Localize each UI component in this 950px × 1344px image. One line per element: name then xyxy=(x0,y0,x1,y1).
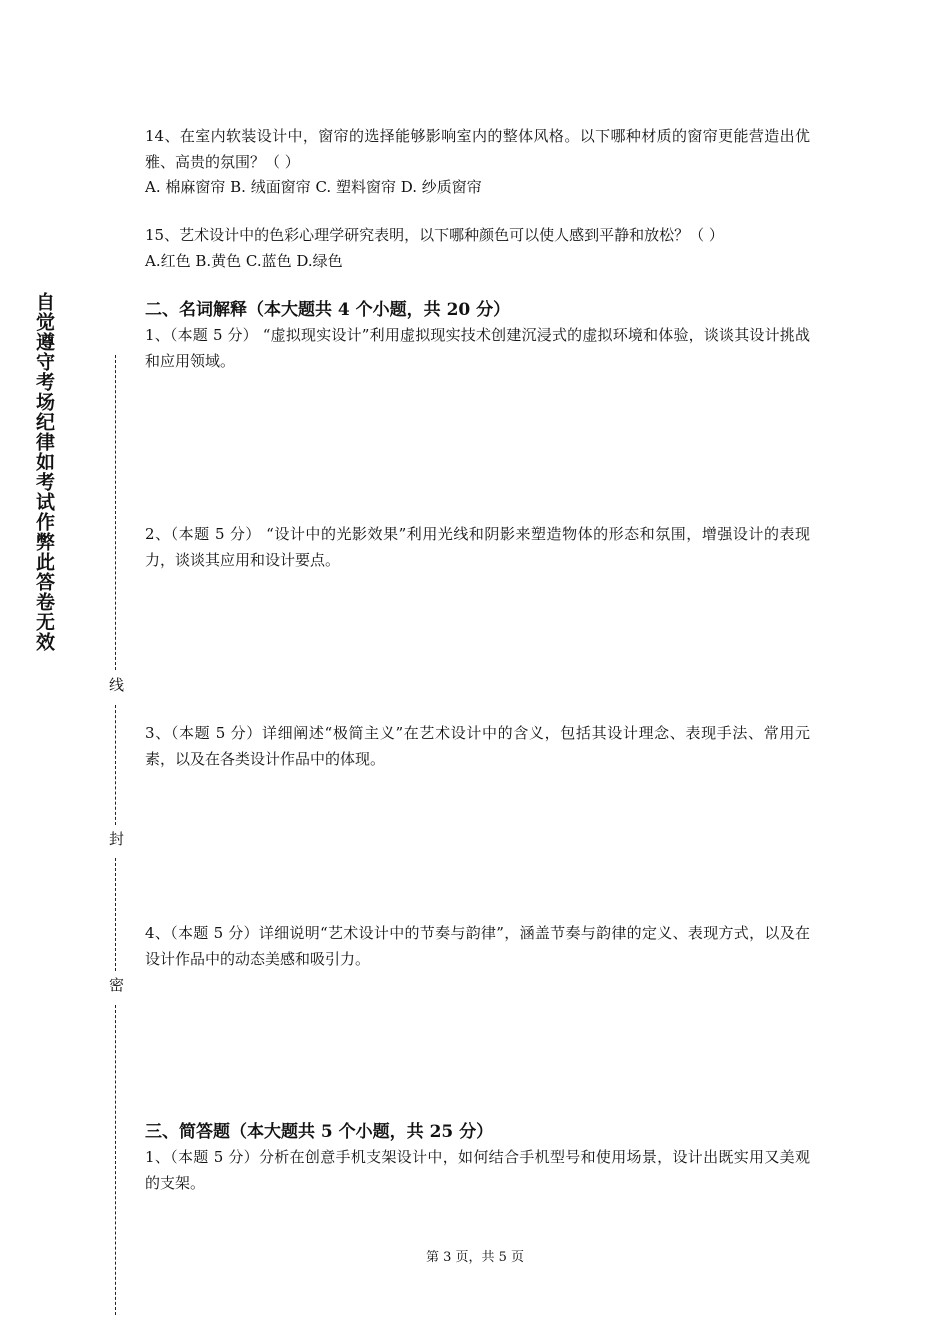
question-item: 2、（本题 5 分） “设计中的光影效果”利用光线和阴影来塑造物体的形态和氛围，增强设计的表现力，谈谈其应用和设计要点。 xyxy=(145,525,810,569)
binding-line xyxy=(106,355,126,1315)
section-title: 二、名词解释（本大题共 4 个小题，共 20 分） xyxy=(145,300,511,320)
binding-label-seal: 封 xyxy=(107,831,125,846)
question-15 xyxy=(145,223,810,274)
binding-dash-segment xyxy=(115,858,116,971)
question-item: 4、（本题 5 分）详细说明“艺术设计中的节奏与韵律”，涵盖节奏与韵律的定义、表现方式，以及在设计作品中的动态美感和吸引力。 xyxy=(145,924,810,968)
question-options: A. 棉麻窗帘 B. 绒面窗帘 C. 塑料窗帘 D. 纱质窗帘 xyxy=(145,178,482,196)
section-title: 三、简答题（本大题共 5 个小题，共 25 分） xyxy=(145,1122,494,1142)
binding-label-line: 线 xyxy=(107,677,125,692)
question-stem: 14、在室内软装设计中，窗帘的选择能够影响室内的整体风格。以下哪种材质的窗帘更能营造出优雅、高贵的氛围？（ ） xyxy=(145,127,810,171)
section-heading xyxy=(145,1119,810,1145)
question-item: 1、（本题 5 分）分析在创意手机支架设计中，如何结合手机型号和使用场景，设计出既实用又美观的支架。 xyxy=(145,1148,810,1192)
binding-dash-segment xyxy=(115,705,116,825)
binding-dash-segment xyxy=(115,355,116,670)
question-14 xyxy=(145,124,810,201)
exam-discipline-warning: 自觉遵守考场纪律如考试作弊此答卷无效 xyxy=(33,292,55,652)
page-number: 第 3 页，共 5 页 xyxy=(425,1250,525,1265)
section-heading xyxy=(145,297,810,323)
binding-label-secret: 密 xyxy=(107,977,125,992)
question-stem: 15、艺术设计中的色彩心理学研究表明，以下哪种颜色可以使人感到平静和放松？（ ） xyxy=(145,226,724,244)
question-item: 1、（本题 5 分） “虚拟现实设计”利用虚拟现实技术创建沉浸式的虚拟环境和体验，谈谈其设计挑战和应用领域。 xyxy=(145,326,810,370)
question-options: A.红色 B.黄色 C.蓝色 D.绿色 xyxy=(145,251,343,270)
binding-dash-segment xyxy=(115,1005,116,1315)
question-item: 3、（本题 5 分）详细阐述“极简主义”在艺术设计中的含义，包括其设计理念、表现手法、常用元素，以及在各类设计作品中的体现。 xyxy=(145,724,810,768)
